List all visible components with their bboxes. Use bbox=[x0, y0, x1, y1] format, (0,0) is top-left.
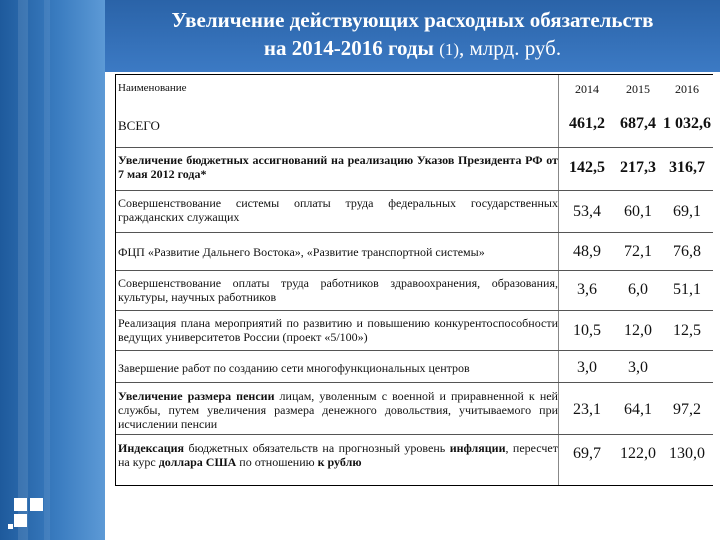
title-line-2 bbox=[105, 34, 720, 64]
row-name: ФЦП «Развитие Дальнего Востока», «Развитие транспортной системы» bbox=[118, 245, 485, 259]
deco-square bbox=[14, 498, 27, 511]
row-name-rest: бюджетных обязательств на прогнозный уровень bbox=[184, 441, 450, 455]
value-2014: 69,7 bbox=[573, 445, 601, 462]
value-2016: 69,1 bbox=[673, 203, 701, 220]
table-row bbox=[116, 233, 713, 271]
table-row bbox=[116, 383, 713, 435]
value-2015: 3,0 bbox=[628, 359, 648, 376]
table-row bbox=[116, 351, 713, 383]
value-2014: 461,2 bbox=[569, 115, 605, 132]
value-2014: 3,6 bbox=[577, 281, 597, 298]
value-2016: 97,2 bbox=[673, 401, 701, 418]
value-2016: 51,1 bbox=[673, 281, 701, 298]
header-name: Наименование bbox=[118, 82, 187, 94]
value-2016: 76,8 bbox=[673, 243, 701, 260]
value-2015: 217,3 bbox=[620, 159, 656, 176]
row-name: Совершенствование оплаты труда работников здравоохранения, образования, культуры, научных работников bbox=[118, 276, 558, 304]
page-title bbox=[105, 6, 720, 64]
header-2016: 2016 bbox=[675, 82, 699, 96]
row-name bbox=[118, 441, 558, 469]
value-2015: 6,0 bbox=[628, 281, 648, 298]
value-2015: 122,0 bbox=[620, 445, 656, 462]
value-2016: 130,0 bbox=[669, 445, 705, 462]
left-decorative-band bbox=[0, 0, 105, 540]
value-2014: 10,5 bbox=[573, 322, 601, 339]
header-2015: 2015 bbox=[626, 82, 650, 96]
table-row bbox=[116, 311, 713, 351]
value-2016: 1 032,6 bbox=[663, 115, 711, 132]
deco-square bbox=[8, 524, 13, 529]
row-name: Завершение работ по созданию сети многофункциональных центров bbox=[118, 361, 470, 375]
value-2016: 12,5 bbox=[673, 322, 701, 339]
table-row bbox=[116, 271, 713, 311]
value-2014: 48,9 bbox=[573, 243, 601, 260]
row-name-rest: лицам, уволенным с военной и приравненной к ней службы, путем увеличения размера денежного довольствия, учитываемого при исчислении пенсии bbox=[118, 389, 558, 431]
expenditure-table bbox=[115, 74, 713, 486]
table-row bbox=[116, 147, 713, 191]
row-name bbox=[118, 389, 558, 431]
value-2015: 687,4 bbox=[620, 115, 656, 132]
row-name-emphasis: Индексация bbox=[118, 441, 185, 455]
title-years: на 2014-2016 годы bbox=[263, 36, 434, 60]
deco-square bbox=[14, 514, 27, 527]
table-row bbox=[116, 99, 713, 147]
title-footnote: (1) bbox=[439, 40, 460, 59]
title-unit: , млрд. руб. bbox=[459, 36, 562, 60]
row-name: Совершенствование системы оплаты труда федеральных государственных гражданских служащих bbox=[118, 196, 558, 224]
row-name-rest: , пересчет на курс bbox=[118, 441, 558, 469]
row-name-rest: по отношению bbox=[236, 455, 318, 469]
band-stripe bbox=[44, 0, 50, 540]
row-name: ВСЕГО bbox=[118, 118, 160, 133]
value-2015: 60,1 bbox=[624, 203, 652, 220]
row-name-emphasis: к рублю bbox=[317, 455, 362, 469]
deco-square bbox=[30, 498, 43, 511]
title-line-1: Увеличение действующих расходных обязательств bbox=[171, 8, 654, 32]
table-header bbox=[116, 75, 713, 99]
row-name-emphasis: Увеличение размера пенсии bbox=[118, 389, 275, 403]
value-2015: 64,1 bbox=[624, 401, 652, 418]
value-2016: 316,7 bbox=[669, 159, 705, 176]
row-name: Увеличение бюджетных ассигнований на реализацию Указов Президента РФ от 7 мая 2012 года* bbox=[118, 153, 558, 181]
header-2014: 2014 bbox=[575, 82, 599, 96]
row-name-emphasis: инфляции bbox=[449, 441, 506, 455]
band-stripe bbox=[18, 0, 28, 540]
table-row bbox=[116, 191, 713, 233]
table-row bbox=[116, 435, 713, 485]
value-2014: 23,1 bbox=[573, 401, 601, 418]
value-2015: 12,0 bbox=[624, 322, 652, 339]
row-name-emphasis: доллара США bbox=[158, 455, 237, 469]
value-2014: 142,5 bbox=[569, 159, 605, 176]
value-2014: 53,4 bbox=[573, 203, 601, 220]
value-2014: 3,0 bbox=[577, 359, 597, 376]
value-2015: 72,1 bbox=[624, 243, 652, 260]
row-name: Реализация плана мероприятий по развитию и повышению конкурентоспособности ведущих университетов России (проект «5/100») bbox=[118, 316, 558, 344]
